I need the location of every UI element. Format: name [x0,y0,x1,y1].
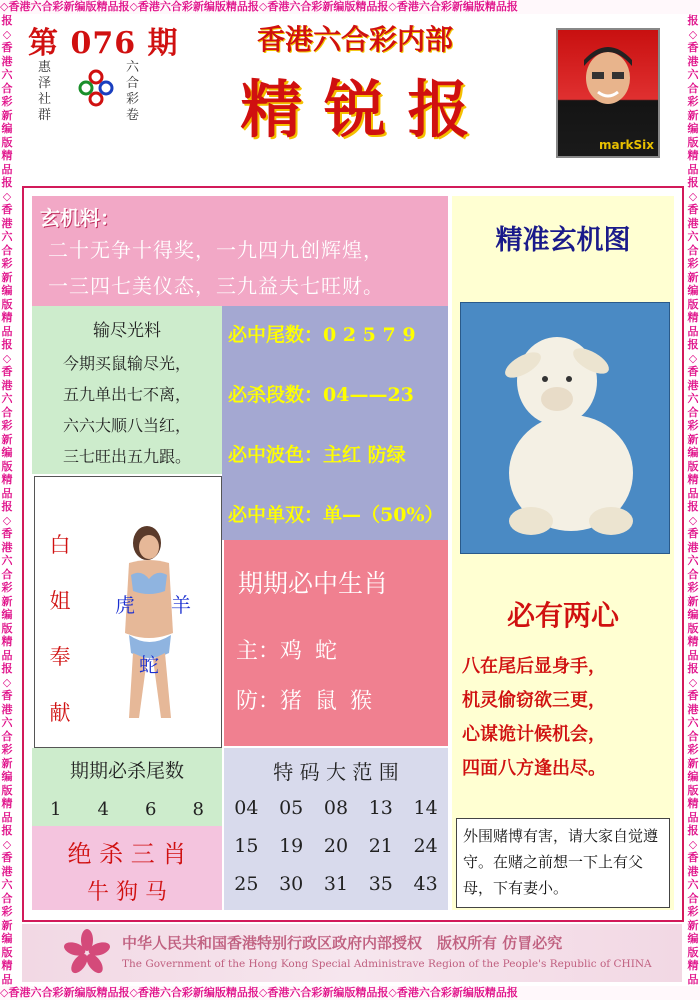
bauhinia-emblem-icon [62,928,112,978]
portrait-photo [556,28,660,158]
footer-cn: 中华人民共和国香港特别行政区政府内部授权 版权所有 仿冒必究 [122,934,563,952]
logo-block [38,60,158,130]
girl-overlay-goat: 羊 [171,593,191,617]
kill-tail-value: 6 [145,799,157,820]
left-border-strip: 报◇香港六合彩新编版精品报◇香港六合彩新编版精品报◇香港六合彩新编版精品报◇香港六合彩新编版精品报◇香港六合彩新编版精品报◇香港六合彩新编版精品 [1,14,13,986]
girl-overlay-snake: 蛇 [139,653,159,677]
right-panel-heading: 精准玄机图 [495,225,631,256]
zodiac-title: 期期必中生肖 [238,569,389,598]
riddle-section [32,196,448,306]
logo-left-text: 惠泽 社 群 [38,60,52,123]
zodiac-section [224,540,448,746]
girl-overlay-tiger: 虎 [115,593,135,617]
special-row: 04 05 08 13 14 [234,797,438,819]
portrait-face-icon [558,30,658,130]
kill-three-section [32,826,222,910]
special-row: 15 19 20 21 24 [234,835,438,857]
special-title: 特 码 大 范 围 [273,760,399,784]
issue-number: 第 076 期 [28,26,179,61]
right-poem-line: 八在尾后显身手， [462,656,606,677]
main-frame [22,186,684,922]
header-subtitle: 香港六合彩内部 [256,23,453,56]
poem-section [32,306,222,474]
sheep-photo [460,302,670,554]
right-poem-line: 机灵偷窃欲三更， [462,690,606,711]
sheep-icon [461,303,669,553]
riddle-line-2: 一三四七美仪态，三九益夫七旺财。 [48,274,384,298]
special-numbers-section [224,748,448,910]
model-photo-icon [99,523,199,723]
poem-line: 今期买鼠输尽光， [62,354,191,373]
girl-panel [34,476,222,748]
lottery-logo-icon [76,68,116,108]
photo-caption: markSix [599,138,654,152]
kill-tail-value: 4 [97,799,109,820]
pick-wave-color: 必中波色：主红 防绿 [228,444,406,466]
right-panel [452,196,674,910]
kill-three-value: 牛 狗 马 [87,880,167,905]
right-poem-title: 必有两心 [506,599,619,632]
poem-line: 三七旺出五九跟。 [62,447,191,466]
riddle-line-1: 二十无争十得奖，一九四九创辉煌， [48,238,384,262]
poem-title: 输尽光料 [93,321,161,341]
pick-kill-segment: 必杀段数：04——23 [228,384,414,406]
right-poem-line: 四面八方逢出尽。 [462,758,606,779]
kill-three-title: 绝 杀 三 肖 [67,840,187,868]
footer-banner [22,924,682,982]
picks-section [222,306,448,540]
bottom-border-strip: ◇香港六合彩新编版精品报◇香港六合彩新编版精品报◇香港六合彩新编版精品报◇香港六合彩新编版精品报 [0,986,700,1000]
right-border-strip: 报◇香港六合彩新编版精品报◇香港六合彩新编版精品报◇香港六合彩新编版精品报◇香港六合彩新编版精品报◇香港六合彩新编版精品报◇香港六合彩新编版精品 [687,14,699,986]
riddle-label: 玄机料： [40,206,120,230]
kill-tails-section [32,748,222,826]
pick-odd-even: 必中单双：单—（50%） [228,504,444,526]
poem-line: 五九单出七不离， [62,385,191,404]
kill-tails-title: 期期必杀尾数 [69,760,184,782]
kill-tail-value: 1 [50,799,62,820]
zodiac-main: 主：鸡 蛇 [236,639,341,664]
poem-line: 六六大顺八当红， [62,416,191,435]
special-row: 25 30 31 35 43 [234,873,438,895]
zodiac-guard: 防：猪 鼠 猴 [236,689,376,714]
header-title: 精 锐 报 [240,73,470,146]
logo-right-text: 六合 彩卷 [126,60,140,123]
footer-en: The Government of the Hong Kong Special Administrave Region of the People's Republic of CHINA [122,958,652,970]
top-border-strip: ◇香港六合彩新编版精品报◇香港六合彩新编版精品报◇香港六合彩新编版精品报◇香港六合彩新编版精品报 [0,0,700,14]
girl-panel-vertical-text: 白 姐 奉 献 [49,533,71,725]
right-poem-line: 心谋诡计候机会， [462,724,606,745]
gambling-notice: 外围赌博有害，请大家自觉遵守。在赌之前想一下上有父母，下有妻小。 [456,818,670,908]
pick-tail: 必中尾数：0 2 5 7 9 [228,324,416,346]
kill-tail-value: 8 [192,799,204,820]
